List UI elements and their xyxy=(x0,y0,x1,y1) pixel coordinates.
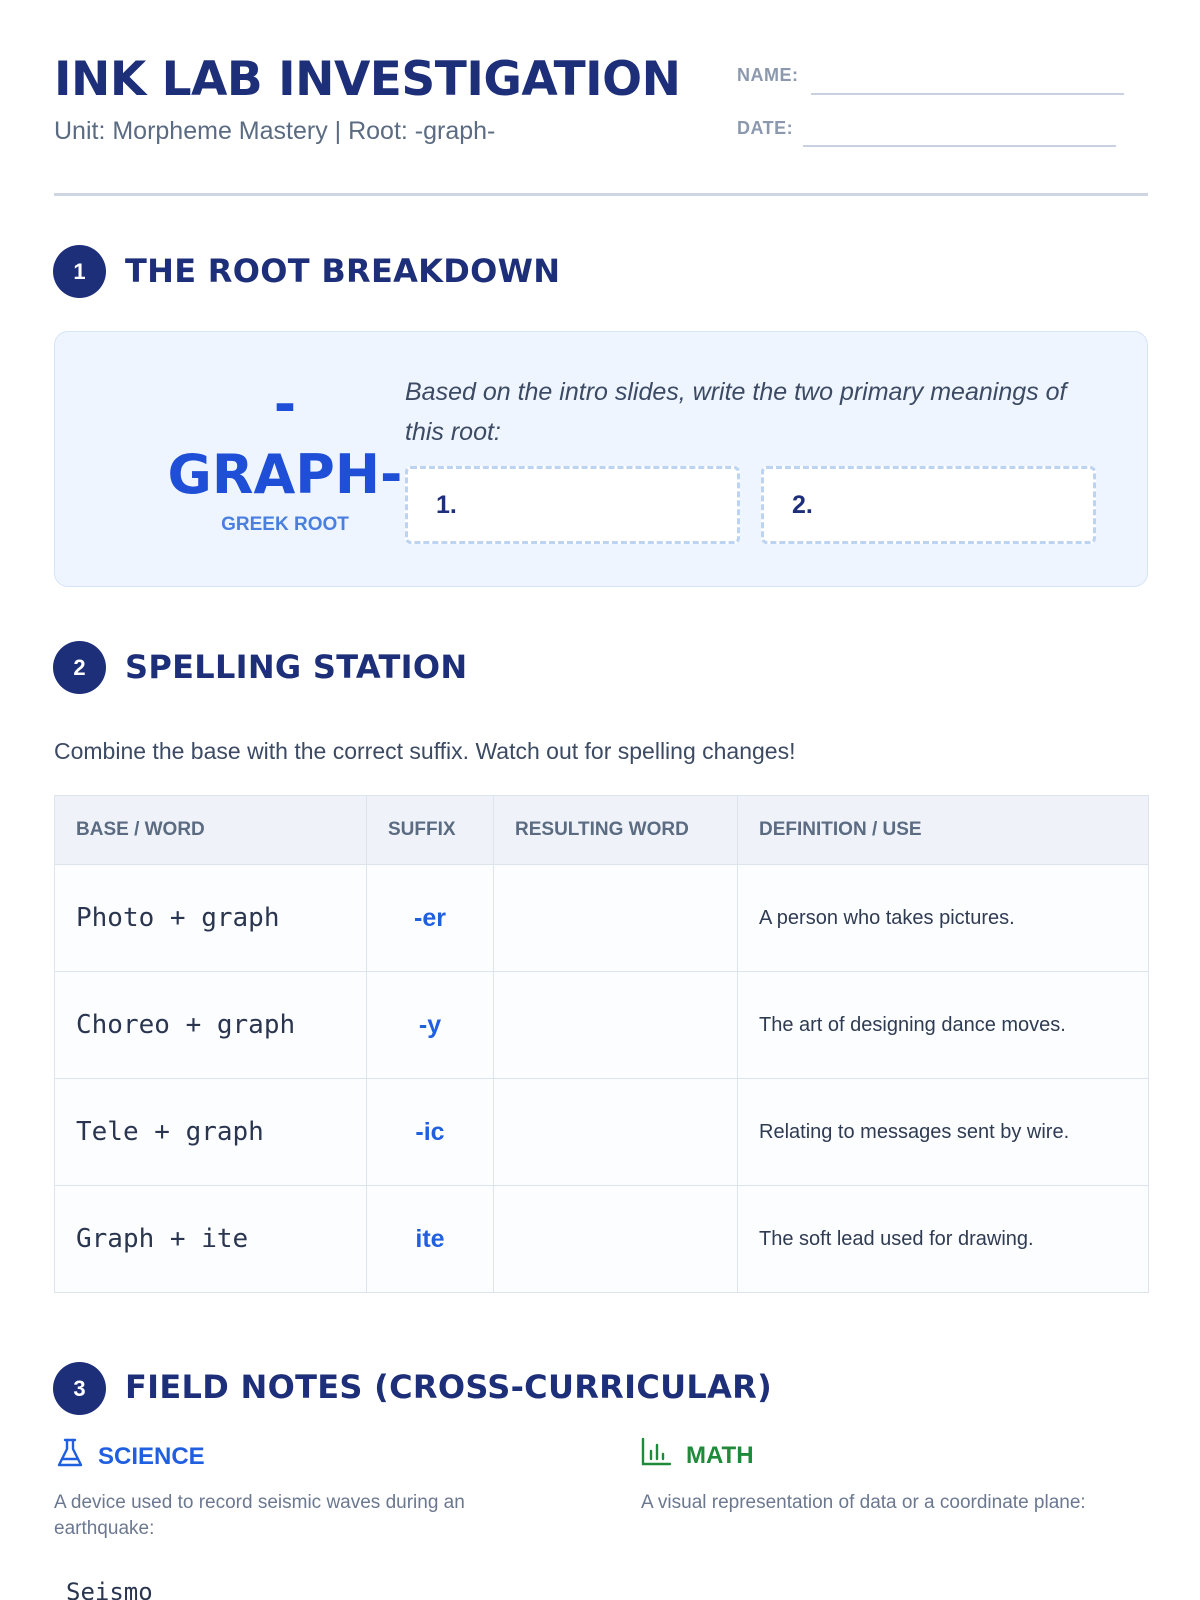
root-word xyxy=(115,370,455,510)
flask-icon xyxy=(56,1437,84,1476)
definition-cell: The art of designing dance moves. xyxy=(738,972,1149,1079)
page-subtitle: Unit: Morpheme Mastery | Root: -graph- xyxy=(54,117,496,145)
page-title: INK LAB INVESTIGATION xyxy=(54,52,681,107)
section-2-title: SPELLING STATION xyxy=(125,648,468,686)
name-label: NAME: xyxy=(737,65,799,85)
definition-cell: A person who takes pictures. xyxy=(738,865,1149,972)
date-field[interactable] xyxy=(803,145,1116,147)
name-field[interactable] xyxy=(811,93,1124,95)
spelling-instructions: Combine the base with the correct suffix. Watch out for spelling changes! xyxy=(54,738,796,764)
root-graph: GRAPH- xyxy=(167,443,403,506)
answer-1-label: 1. xyxy=(436,490,457,519)
suffix-cell: -ic xyxy=(367,1079,494,1186)
result-cell[interactable] xyxy=(494,1186,738,1293)
meaning-answer-1[interactable] xyxy=(405,466,740,544)
table-header-row xyxy=(55,796,1149,865)
math-heading xyxy=(640,1437,754,1474)
root-prompt: Based on the intro slides, write the two primary meanings of this root: xyxy=(405,378,1067,446)
section-2-number: 2 xyxy=(53,641,106,694)
section-3-title: FIELD NOTES (CROSS-CURRICULAR) xyxy=(125,1368,773,1406)
definition-cell: Relating to messages sent by wire. xyxy=(738,1079,1149,1186)
definition-cell: The soft lead used for drawing. xyxy=(738,1186,1149,1293)
date-label: DATE: xyxy=(737,118,794,138)
spelling-table xyxy=(54,795,1149,1293)
base-cell: Tele + graph xyxy=(55,1079,367,1186)
section-1-number: 1 xyxy=(53,245,106,298)
base-cell: Graph + ite xyxy=(55,1186,367,1293)
header-divider xyxy=(54,193,1148,196)
bar-chart-icon xyxy=(640,1437,672,1474)
root-breakdown-panel xyxy=(54,331,1148,587)
root-dash: - xyxy=(273,373,297,436)
base-cell: Choreo + graph xyxy=(55,972,367,1079)
section-3-number: 3 xyxy=(53,1362,106,1415)
col-header-result: RESULTING WORD xyxy=(494,796,738,865)
base-cell: Photo + graph xyxy=(55,865,367,972)
science-word-start: Seismo xyxy=(66,1578,153,1600)
math-label: MATH xyxy=(686,1441,754,1469)
section-1-title: THE ROOT BREAKDOWN xyxy=(125,252,561,290)
result-cell[interactable] xyxy=(494,865,738,972)
math-description: A visual representation of data or a coordinate plane: xyxy=(641,1492,1086,1513)
suffix-cell: -er xyxy=(367,865,494,972)
science-label: SCIENCE xyxy=(98,1442,205,1470)
table-row xyxy=(55,1079,1149,1186)
col-header-base: BASE / WORD xyxy=(55,796,367,865)
suffix-cell: ite xyxy=(367,1186,494,1293)
root-origin-tag: GREEK ROOT xyxy=(221,514,349,535)
table-row xyxy=(55,865,1149,972)
col-header-suffix: SUFFIX xyxy=(367,796,494,865)
result-cell[interactable] xyxy=(494,972,738,1079)
result-cell[interactable] xyxy=(494,1079,738,1186)
answer-2-label: 2. xyxy=(792,490,813,519)
science-heading xyxy=(56,1437,205,1476)
col-header-definition: DEFINITION / USE xyxy=(738,796,1149,865)
meaning-answer-2[interactable] xyxy=(761,466,1096,544)
table-row xyxy=(55,972,1149,1079)
suffix-cell: -y xyxy=(367,972,494,1079)
table-row xyxy=(55,1186,1149,1293)
science-description: A device used to record seismic waves during an earthquake: xyxy=(54,1492,465,1539)
